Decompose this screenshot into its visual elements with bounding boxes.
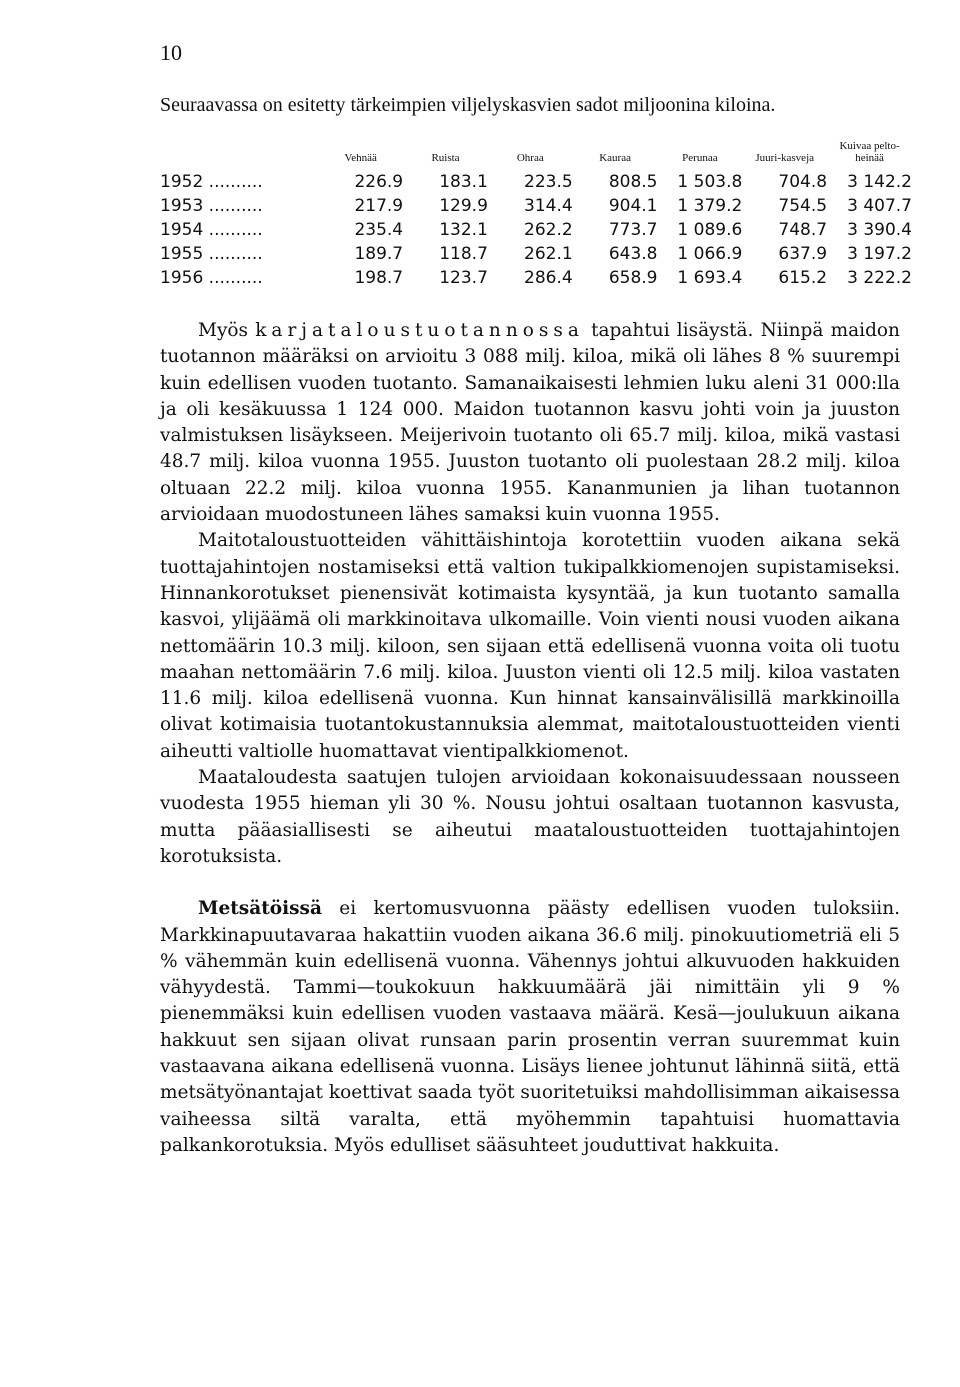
paragraph-forestry bbox=[160, 896, 900, 1159]
table-cell: 637.9 bbox=[778, 244, 828, 264]
table-cell: 118.7 bbox=[439, 244, 488, 264]
table-cell: 3 222.2 bbox=[847, 268, 912, 288]
table-cell: 223.5 bbox=[524, 172, 573, 192]
table-cell: 123.7 bbox=[439, 268, 488, 288]
table-cell: 183.1 bbox=[439, 172, 488, 192]
table-cell: 1 089.6 bbox=[677, 220, 743, 240]
bold-heading: Metsätöissä bbox=[198, 898, 322, 920]
table-cell: 704.8 bbox=[778, 172, 828, 192]
column-header: Ohraa bbox=[516, 152, 544, 164]
table-cell: 904.1 bbox=[608, 196, 658, 216]
table-cell: 132.1 bbox=[439, 220, 488, 240]
table-cell: 314.4 bbox=[524, 196, 573, 216]
row-year: 1955 .......... bbox=[160, 244, 263, 264]
table-cell: 217.9 bbox=[354, 196, 404, 216]
column-header: Ruista bbox=[431, 152, 460, 164]
table-cell: 262.1 bbox=[524, 244, 573, 264]
table-cell: 286.4 bbox=[524, 268, 573, 288]
table-cell: 643.8 bbox=[608, 244, 658, 264]
crop-yield-table bbox=[160, 140, 912, 290]
table-row bbox=[160, 242, 912, 266]
page-number: 10 bbox=[160, 40, 182, 65]
table-cell: 129.9 bbox=[439, 196, 488, 216]
table-cell: 808.5 bbox=[608, 172, 658, 192]
table-row bbox=[160, 194, 912, 218]
table-cell: 754.5 bbox=[778, 196, 828, 216]
paragraph-text: Myös bbox=[198, 320, 256, 341]
body-text bbox=[160, 318, 900, 1159]
row-year: 1956 .......... bbox=[160, 268, 263, 288]
intro-paragraph: Seuraavassa on esitetty tärkeimpien viljelyskasvien sadot miljoonina kiloina. bbox=[160, 94, 776, 116]
column-header: Vehnää bbox=[344, 152, 377, 164]
row-year: 1953 .......... bbox=[160, 196, 263, 216]
paragraph-dairy-prices: Maitotaloustuotteiden vähittäishintoja korotettiin vuoden aikana sekä tuottajahintojen nostamiseksi että valtion tukipalkkiomenojen supistamiseksi. Hinnankorotukset pienensivät kotimaista kysyntää, ja kun tuotanto samalla kasvoi, ylijäämä oli markkinoitava ulkomaille. Voin vienti nousi vuoden aikana nettomäärin 10.3 milj. kiloon, sen sijaan että edellisenä vuonna voita oli tuotu maahan nettomäärin 7.6 milj. kiloa. Juuston vienti oli 12.5 milj. kiloa vastaten 11.6 milj. kiloa edellisenä vuonna. Kun hinnat kansainvälisillä markkinoilla olivat kotimaisia tuotantokustannuksia alemmat, maitotaloustuotteiden vienti aiheutti valtiolle huomattavat vientipalkkiomenot. bbox=[160, 530, 900, 762]
table-cell: 3 407.7 bbox=[847, 196, 912, 216]
table-cell: 262.2 bbox=[524, 220, 573, 240]
table-cell: 3 390.4 bbox=[847, 220, 912, 240]
table-header-row bbox=[160, 140, 912, 170]
table-cell: 1 693.4 bbox=[677, 268, 743, 288]
column-header: Juuri-kasveja bbox=[755, 152, 815, 164]
table-cell: 773.7 bbox=[608, 220, 658, 240]
table-cell: 189.7 bbox=[354, 244, 404, 264]
header-year bbox=[160, 140, 318, 170]
table-cell: 1 066.9 bbox=[677, 244, 743, 264]
table-cell: 1 379.2 bbox=[677, 196, 743, 216]
paragraph-text: ei kertomusvuonna päästy edellisen vuoden tuloksiin. Markkinapuutavaraa hakattiin vuoden aikana 36.6 milj. pinokuutiometriä eli 5 % vähemmän kuin edellisenä vuonna. Vähennys johtui alkuvuoden hakkuiden vähyydestä. Tammi—toukokuun hakkuumäärä jäi nimittäin yli 9 % pienemmäksi kuin edellisen vuoden vastaava määrä. Kesä—joulukuun aikana hakkuut sen sijaan olivat runsaan parin prosentin verran suuremmat kuin vastaavana aikana edellisenä vuonna. Lisäys lienee johtunut lähinnä siitä, että metsätyönantajat koettivat saada työt suoritetuiksi mahdollisimman aikaisessa vaiheessa siltä varalta, että myöhemmin tapahtuisi huomattavia palkankorotuksia. Myös edulliset sääsuhteet jouduttivat hakkuita. bbox=[160, 898, 900, 1156]
table-cell: 226.9 bbox=[354, 172, 404, 192]
table-cell: 235.4 bbox=[354, 220, 404, 240]
row-year: 1952 .......... bbox=[160, 172, 263, 192]
table-cell: 198.7 bbox=[354, 268, 404, 288]
table-cell: 1 503.8 bbox=[677, 172, 743, 192]
column-header: Kuivaa pelto-heinää bbox=[839, 140, 900, 164]
spaced-emphasis: karjataloustuotannossa bbox=[255, 320, 584, 341]
table-row bbox=[160, 266, 912, 290]
paragraph-text: tapahtui lisäystä. Niinpä maidon tuotannon määräksi on arvioitu 3 088 milj. kiloa, mikä oli lähes 8 % suurempi kuin edellisen vuoden tuotanto. Samanaikaisesti lehmien luku aleni 31 000:lla ja oli kesäkuussa 1 124 000. Maidon tuotannon kasvu johti voin ja juuston valmistuksen lisäykseen. Meijerivoin tuotanto oli 65.7 milj. kiloa, mikä vastasi 48.7 milj. kiloa vuonna 1955. Juuston tuotanto oli puolestaan 28.2 milj. kiloa oltuaan 22.2 milj. kiloa vuonna 1955. Kananmunien ja lihan tuotannon arvioidaan muodostuneen lähes samaksi kuin vuonna 1955. bbox=[160, 320, 900, 526]
table-cell: 3 142.2 bbox=[847, 172, 912, 192]
table-row bbox=[160, 218, 912, 242]
table-cell: 658.9 bbox=[608, 268, 658, 288]
paragraph-farm-income: Maataloudesta saatujen tulojen arvioidaan kokonaisuudessaan nousseen vuodesta 1955 hieman yli 30 %. Nousu johtui osaltaan tuotannon kasvusta, mutta pääasiallisesti se aiheutui maataloustuotteiden tuottajahintojen korotuksista. bbox=[160, 767, 900, 867]
table-row bbox=[160, 170, 912, 194]
table-cell: 615.2 bbox=[778, 268, 828, 288]
table-cell: 748.7 bbox=[778, 220, 828, 240]
column-header: Kauraa bbox=[599, 152, 631, 164]
paragraph-dairy-production bbox=[160, 318, 900, 528]
table-cell: 3 197.2 bbox=[847, 244, 912, 264]
column-header: Perunaa bbox=[682, 152, 718, 164]
row-year: 1954 .......... bbox=[160, 220, 263, 240]
